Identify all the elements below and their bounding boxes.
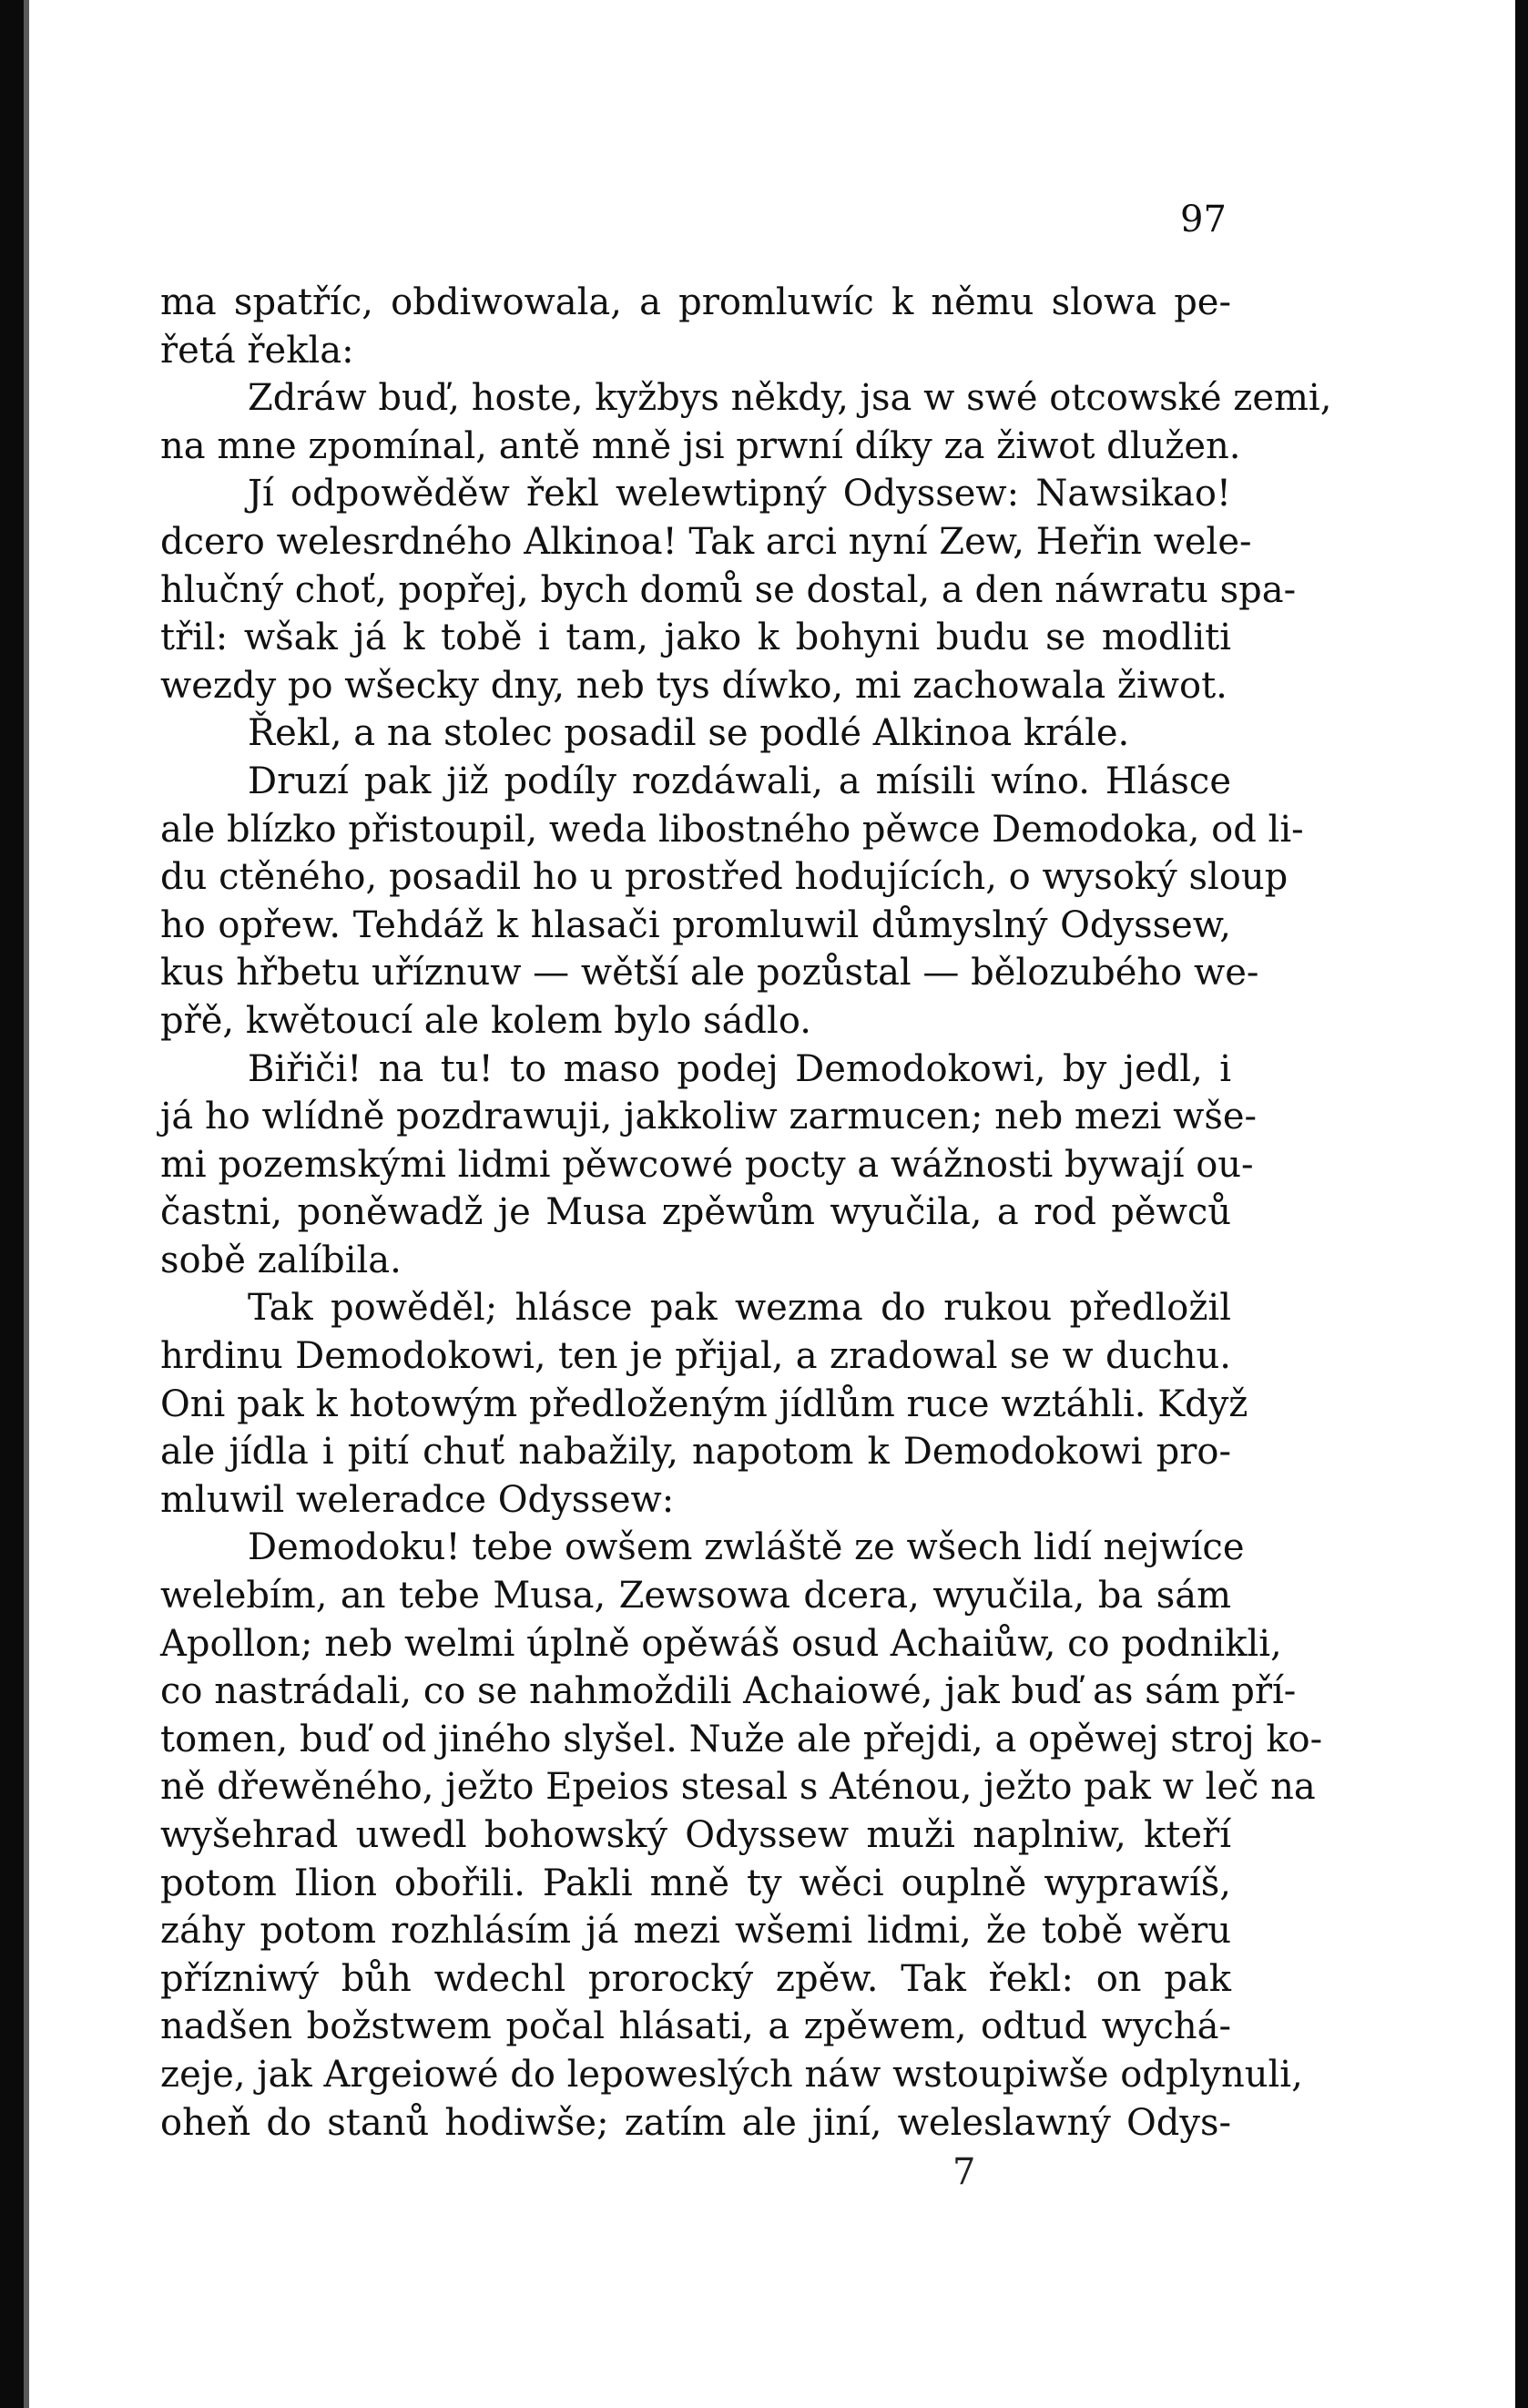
- text-line: hrdinu Demodokowi, ten je přijal, a zradowal se w duchu.: [160, 1335, 1231, 1378]
- text-line: ně dřewěného, ježto Epeios stesal s Aténou, ježto pak w leč na: [160, 1766, 1316, 1809]
- text-line: Jí odpowěděw řekl welewtipný Odyssew: Nawsikao!: [248, 473, 1231, 515]
- text-line: řetá řekla:: [160, 329, 354, 372]
- text-line: hlučný choť, popřej, bych domů se dostal, a den náwratu spa-: [160, 568, 1297, 611]
- text-line: přě, kwětoucí ale kolem bylo sádlo.: [160, 999, 811, 1042]
- text-line: wyšehrad uwedl bohowský Odyssew muži naplniw, kteří: [160, 1814, 1231, 1856]
- text-line: zeje, jak Argeiowé do lepoweslých náw wstoupiwše odplynuli,: [160, 2053, 1303, 2096]
- text-line: Apollon; neb welmi úplně opěwáš osud Achaiůw, co podnikli,: [160, 1622, 1282, 1665]
- text-line: ho opřew. Tehdáž k hlasači promluwil důmyslný Odyssew,: [160, 903, 1231, 946]
- scan-right-edge: [1515, 0, 1528, 2408]
- signature-mark: 7: [952, 2151, 976, 2193]
- text-line: potom Ilion obořili. Pakli mně ty wěci ouplně wyprawíš,: [160, 1862, 1231, 1904]
- text-line: Zdráw buď, hoste, kyžbys někdy, jsa w swé otcowské zemi,: [248, 377, 1332, 420]
- text-line: záhy potom rozhlásím já mezi wšemi lidmi, že tobě wěru: [160, 1910, 1231, 1953]
- text-line: na mne zpomínal, antě mně jsi prwní díky za žiwot dlužen.: [160, 424, 1241, 467]
- text-line: Demodoku! tebe owšem zwláště ze wšech lidí nejwíce: [248, 1526, 1245, 1569]
- text-line: Druzí pak již podíly rozdáwali, a mísili wíno. Hlásce: [248, 760, 1231, 802]
- text-line: třil: wšak já k tobě i tam, jako k bohyni budu se modliti: [160, 617, 1231, 659]
- text-line: ma spatříc, obdiwowala, a promluwíc k němu slowa pe-: [160, 281, 1231, 323]
- page-number: 97: [1180, 199, 1227, 240]
- text-line: dcero welesrdného Alkinoa! Tak arci nyní Zew, Heřin wele-: [160, 520, 1252, 563]
- scan-left-edge: [0, 0, 24, 2408]
- text-line: Oni pak k hotowým předloženým jídlům ruce wztáhli. Když: [160, 1383, 1248, 1425]
- text-line: mi pozemskými lidmi pěwcowé pocty a wážnosti bywají ou-: [160, 1143, 1254, 1186]
- text-line: nadšen božstwem počal hlásati, a zpěwem, odtud wychá-: [160, 2005, 1231, 2048]
- text-line: co nastrádali, co se nahmoždili Achaiowé, jak buď as sám pří-: [160, 1670, 1297, 1713]
- text-line: du ctěného, posadil ho u prostřed hodujících, o wysoký sloup: [160, 856, 1289, 899]
- text-line: častni, poněwadž je Musa zpěwům wyučila, a rod pěwců: [160, 1191, 1231, 1234]
- text-line: mluwil weleradce Odyssew:: [160, 1478, 675, 1521]
- text-line: welebím, an tebe Musa, Zewsowa dcera, wyučila, ba sám: [160, 1575, 1231, 1617]
- text-line: Řekl, a na stolec posadil se podlé Alkinoa krále.: [248, 712, 1130, 755]
- text-line: tomen, buď od jiného slyšel. Nuže ale přejdi, a opěwej stroj ko-: [160, 1718, 1323, 1760]
- text-line: Biřiči! na tu! to maso podej Demodokowi, by jedl, i: [248, 1047, 1231, 1090]
- text-line: přízniwý bůh wdechl prorocký zpěw. Tak řekl: on pak: [160, 1957, 1231, 2000]
- text-line: ale blízko přistoupil, weda libostného pěwce Demodoka, od li-: [160, 808, 1304, 851]
- text-line: sobě zalíbila.: [160, 1239, 402, 1281]
- text-line: já ho wlídně pozdrawuji, jakkoliw zarmucen; neb mezi wše-: [160, 1096, 1258, 1138]
- scan-left-shadow: [24, 0, 29, 2408]
- text-line: Tak powěděl; hlásce pak wezma do rukou předložil: [248, 1287, 1231, 1330]
- text-line: wezdy po wšecky dny, neb tys díwko, mi zachowala žiwot.: [160, 664, 1227, 707]
- body-text: [160, 279, 1332, 2147]
- text-line: ale jídla i pití chuť nabažily, napotom k Demodokowi pro-: [160, 1431, 1231, 1474]
- text-line: kus hřbetu uříznuw — wětší ale pozůstal — bělozubého we-: [160, 952, 1259, 995]
- text-line: oheň do stanů hodiwše; zatím ale jiní, weleslawný Odys-: [160, 2101, 1231, 2144]
